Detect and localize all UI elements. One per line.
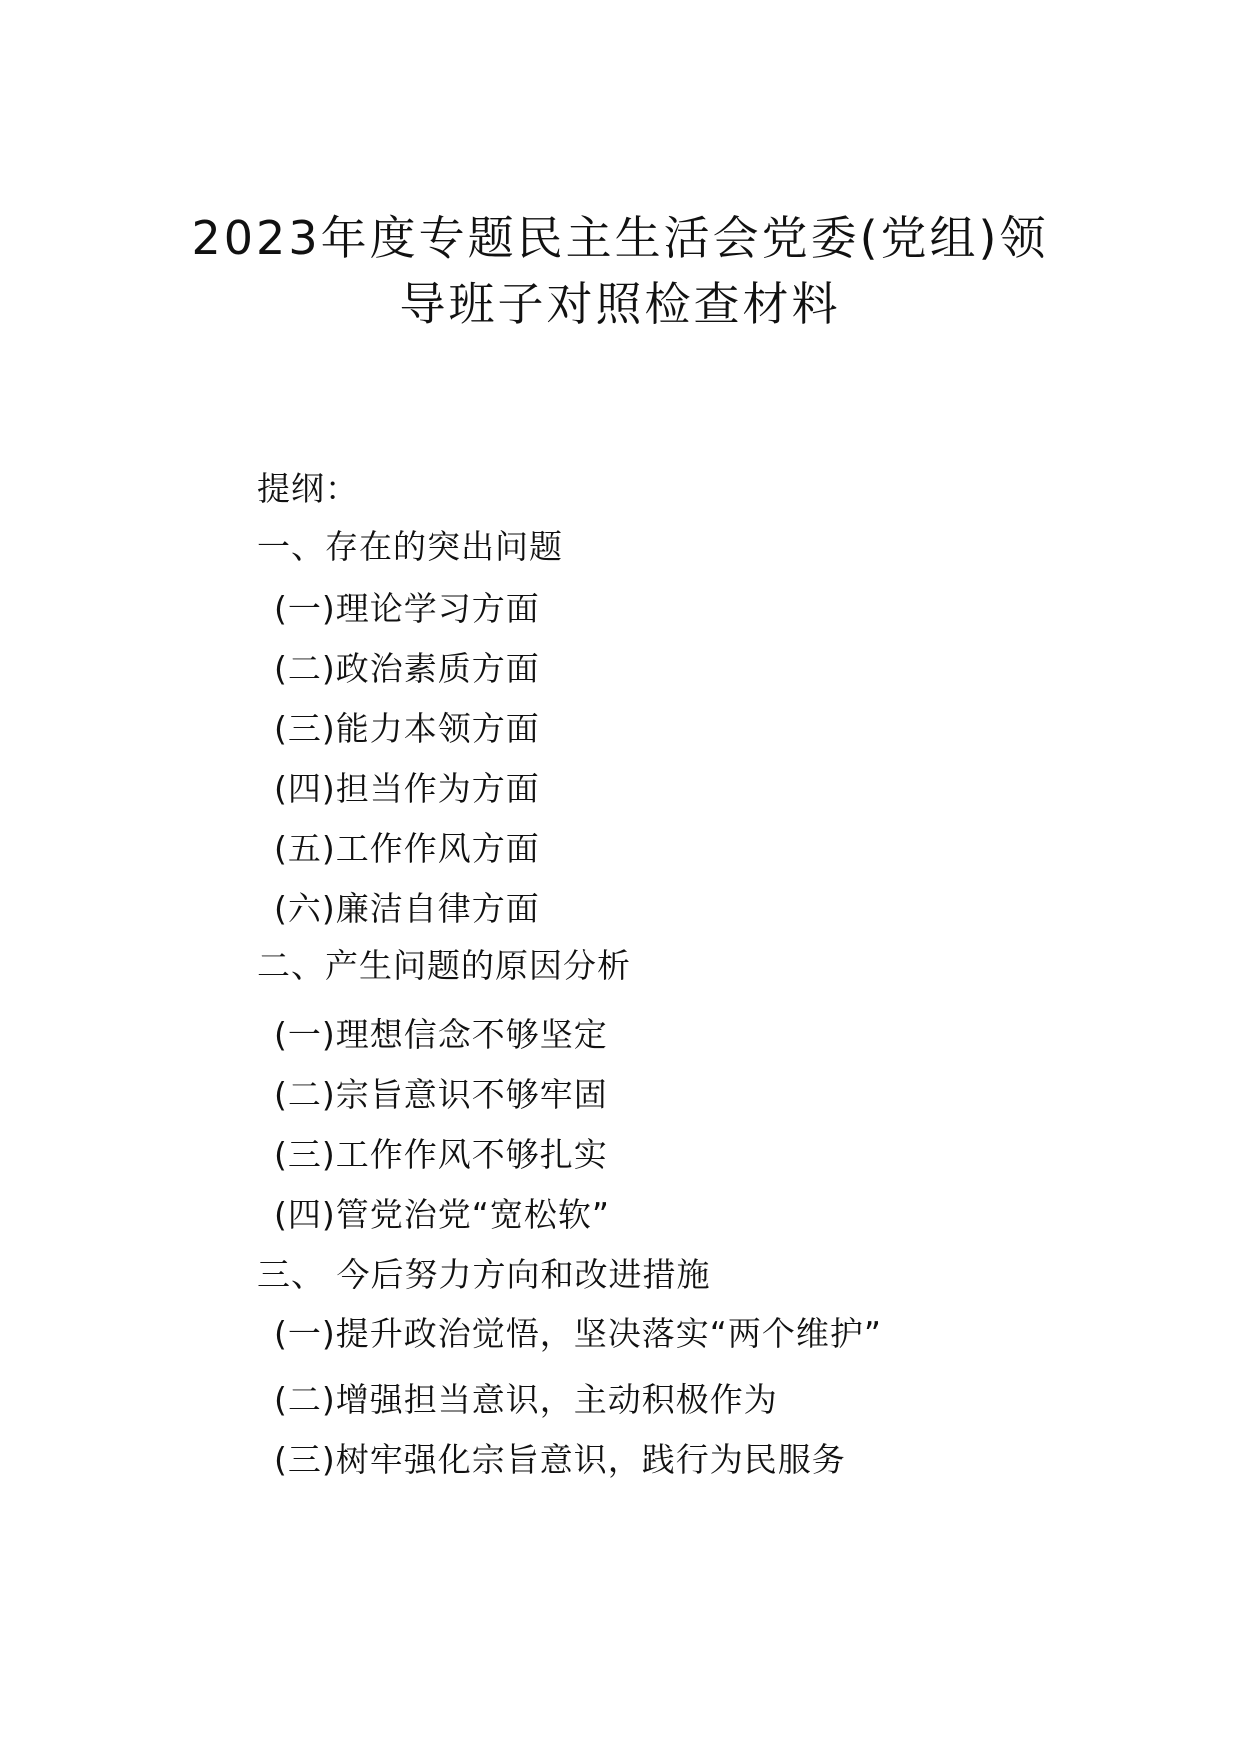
- section-3-item-1: (一)提升政治觉悟，坚决落实“两个维护”: [274, 1314, 882, 1353]
- section-3-item-2: (二)增强担当意识，主动积极作为: [274, 1380, 778, 1419]
- section-1-item-5: (五)工作作风方面: [274, 829, 540, 868]
- outline-label: 提纲：: [257, 469, 359, 508]
- section-heading-1: 一、存在的突出问题: [257, 527, 563, 566]
- section-1-item-1: (一)理论学习方面: [274, 589, 540, 628]
- section-2-item-2: (二)宗旨意识不够牢固: [274, 1075, 608, 1114]
- section-1-item-2: (二)政治素质方面: [274, 649, 540, 688]
- section-heading-3: 三、 今后努力方向和改进措施: [257, 1255, 711, 1294]
- section-1-item-4: (四)担当作为方面: [274, 769, 540, 808]
- section-1-item-6: (六)廉洁自律方面: [274, 889, 540, 928]
- section-2-item-1: (一)理想信念不够坚定: [274, 1015, 608, 1054]
- title-line-2: 导班子对照检查材料: [399, 277, 841, 331]
- section-1-item-3: (三)能力本领方面: [274, 709, 540, 748]
- section-2-item-4: (四)管党治党“宽松软”: [274, 1195, 610, 1234]
- section-2-item-3: (三)工作作风不够扎实: [274, 1135, 608, 1174]
- section-heading-2: 二、产生问题的原因分析: [257, 946, 631, 985]
- section-3-item-3: (三)树牢强化宗旨意识，践行为民服务: [274, 1440, 846, 1479]
- title-line-1: 2023年度专题民主生活会党委(党组)领: [191, 211, 1049, 265]
